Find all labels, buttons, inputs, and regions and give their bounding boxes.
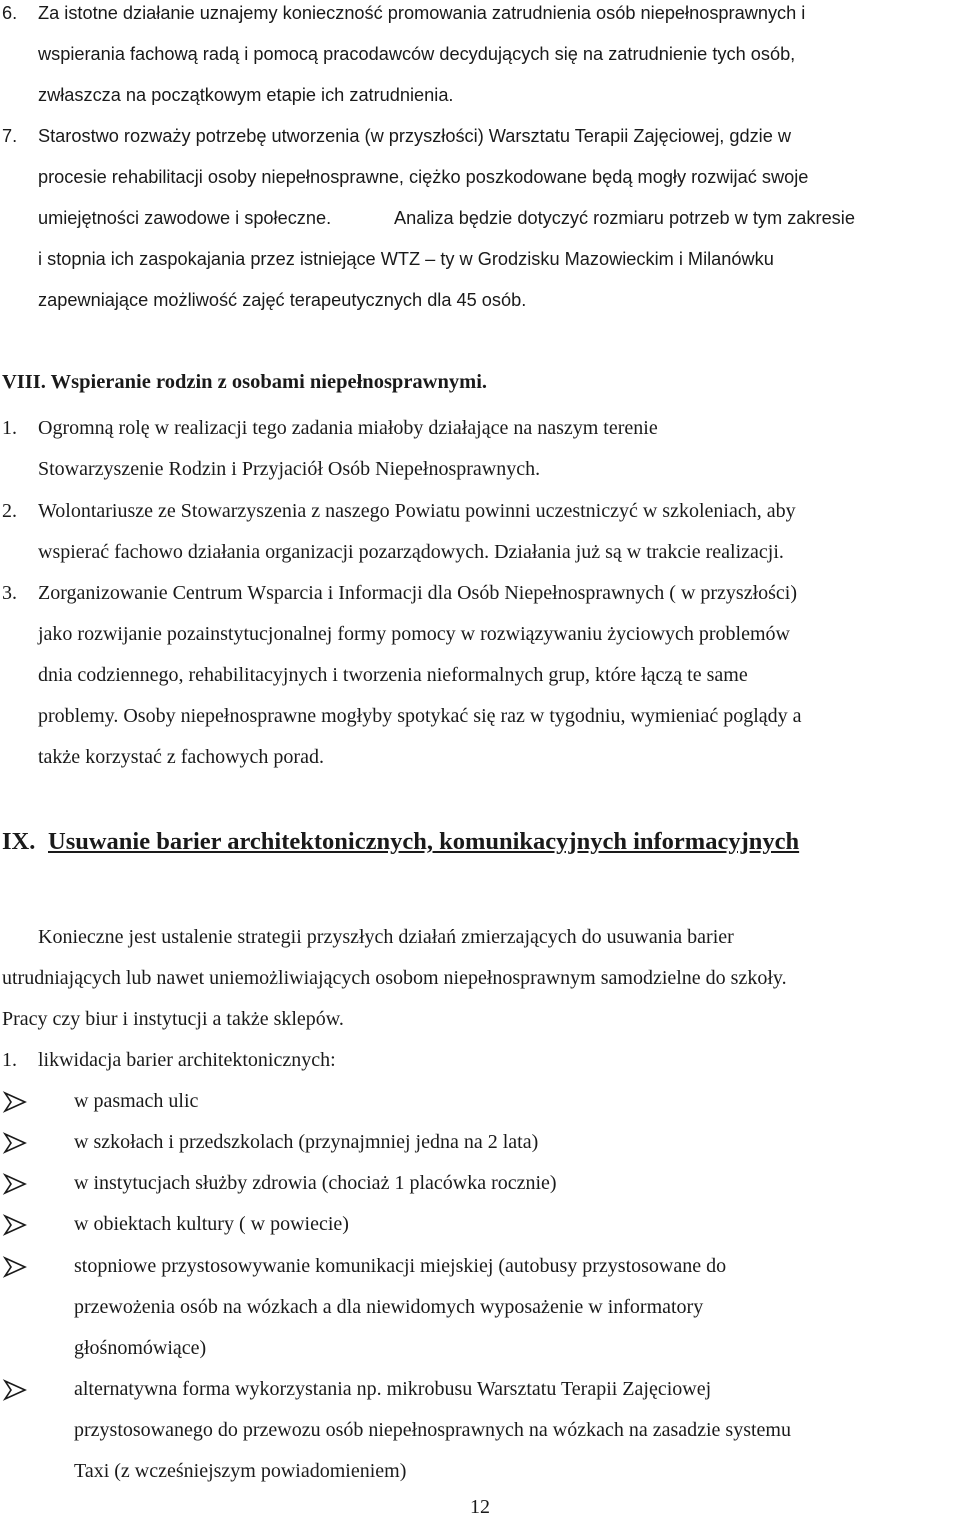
item-6-line-2: wspierania fachową radą i pomocą pracodawców decydujących się na zatrudnienie tych osób, <box>38 44 796 64</box>
section-8-item-3-line-4: problemy. Osoby niepełnosprawne mogłyby spotykać się raz w tygodniu, wymieniać poglądy a <box>38 705 802 727</box>
item-6-number: 6. <box>2 3 18 23</box>
bullet-3-line-1: w instytucjach służby zdrowia (chociaż 1 placówka rocznie) <box>74 1172 557 1194</box>
section-8-item-3-line-2: jako rozwijanie pozainstytucjonalnej formy pomocy w rozwiązywaniu życiowych problemów <box>38 623 790 645</box>
section-9-intro-line-3: Pracy czy biur i instytucji a także sklepów. <box>2 1008 344 1030</box>
section-9-heading: Usuwanie barier architektonicznych, komunikacyjnych informacyjnych <box>48 828 800 855</box>
arrowhead-bullet-icon <box>2 1214 30 1236</box>
item-7-line-1: Starostwo rozważy potrzebę utworzenia (w przyszłości) Warsztatu Terapii Zajęciowej, gdzie w <box>38 126 792 146</box>
arrowhead-bullet-icon <box>2 1132 30 1154</box>
bullet-5-line-1: stopniowe przystosowywanie komunikacji miejskiej (autobusy przystosowane do <box>74 1255 727 1277</box>
item-7-line-4: i stopnia ich zaspokajania przez istniejące WTZ – ty w Grodzisku Mazowieckim i Milanówku <box>38 249 774 269</box>
bullet-4-line-1: w obiektach kultury ( w powiecie) <box>74 1213 349 1235</box>
bullet-2-line-1: w szkołach i przedszkolach (przynajmniej jedna na 2 lata) <box>74 1131 539 1153</box>
section-8-item-1-line-2: Stowarzyszenie Rodzin i Przyjaciół Osób Niepełnosprawnych. <box>38 458 541 480</box>
arrowhead-bullet-icon <box>2 1379 30 1401</box>
item-6-line-3: zwłaszcza na początkowym etapie ich zatrudnienia. <box>38 85 454 105</box>
section-8-item-2-line-2: wspierać fachowo działania organizacji pozarządowych. Działania już są w trakcie realizacji. <box>38 541 784 563</box>
bullet-1-line-1: w pasmach ulic <box>74 1090 199 1112</box>
section-9-item-1-number: 1. <box>2 1049 17 1071</box>
section-8-item-3-number: 3. <box>2 582 17 604</box>
arrowhead-bullet-icon <box>2 1091 30 1113</box>
arrowhead-bullet-icon <box>2 1256 30 1278</box>
section-8-heading: VIII. Wspieranie rodzin z osobami niepełnosprawnymi. <box>2 371 488 393</box>
page-number: 12 <box>470 1496 490 1518</box>
bullet-6-line-3: Taxi (z wcześniejszym powiadomieniem) <box>74 1460 407 1482</box>
section-9-heading-number: IX. <box>2 828 36 855</box>
bullet-6-line-1: alternatywna forma wykorzystania np. mikrobusu Warsztatu Terapii Zajęciowej <box>74 1378 712 1400</box>
section-8-item-3-line-5: także korzystać z fachowych porad. <box>38 746 324 768</box>
section-8-item-1-number: 1. <box>2 417 17 439</box>
section-9-item-1-text: likwidacja barier architektonicznych: <box>38 1049 336 1071</box>
item-7-number: 7. <box>2 126 18 146</box>
bullet-5-line-2: przewożenia osób na wózkach a dla niewidomych wyposażenie w informatory <box>74 1296 704 1318</box>
section-8-item-2-line-1: Wolontariusze ze Stowarzyszenia z naszego Powiatu powinni uczestniczyć w szkoleniach, aby <box>38 500 796 522</box>
item-6-line-1: Za istotne działanie uznajemy konieczność promowania zatrudnienia osób niepełnosprawnych i <box>38 3 806 23</box>
section-8-item-3-line-3: dnia codziennego, rehabilitacyjnych i tworzenia nieformalnych grup, które łączą te same <box>38 664 748 686</box>
section-8-item-3-line-1: Zorganizowanie Centrum Wsparcia i Informacji dla Osób Niepełnosprawnych ( w przyszłości) <box>38 582 798 604</box>
section-9-intro-line-1: Konieczne jest ustalenie strategii przyszłych działań zmierzających do usuwania barier <box>38 926 734 948</box>
section-8-item-2-number: 2. <box>2 500 17 522</box>
item-7-line-3a: umiejętności zawodowe i społeczne. <box>38 208 332 228</box>
arrowhead-bullet-icon <box>2 1173 30 1195</box>
section-8-item-1-line-1: Ogromną rolę w realizacji tego zadania miałoby działające na naszym terenie <box>38 417 658 439</box>
item-7-line-5: zapewniające możliwość zajęć terapeutycznych dla 45 osób. <box>38 290 527 310</box>
bullet-6-line-2: przystosowanego do przewozu osób niepełnosprawnych na wózkach na zasadzie systemu <box>74 1419 791 1441</box>
bullet-5-line-3: głośnomówiące) <box>74 1337 207 1359</box>
item-7-line-2: procesie rehabilitacji osoby niepełnosprawne, ciężko poszkodowane będą mogły rozwijać swoje <box>38 167 809 187</box>
section-9-intro-line-2: utrudniających lub nawet uniemożliwiających osobom niepełnosprawnym samodzielne do szkoły. <box>2 967 787 989</box>
item-7-line-3b: Analiza będzie dotyczyć rozmiaru potrzeb w tym zakresie <box>394 208 855 228</box>
